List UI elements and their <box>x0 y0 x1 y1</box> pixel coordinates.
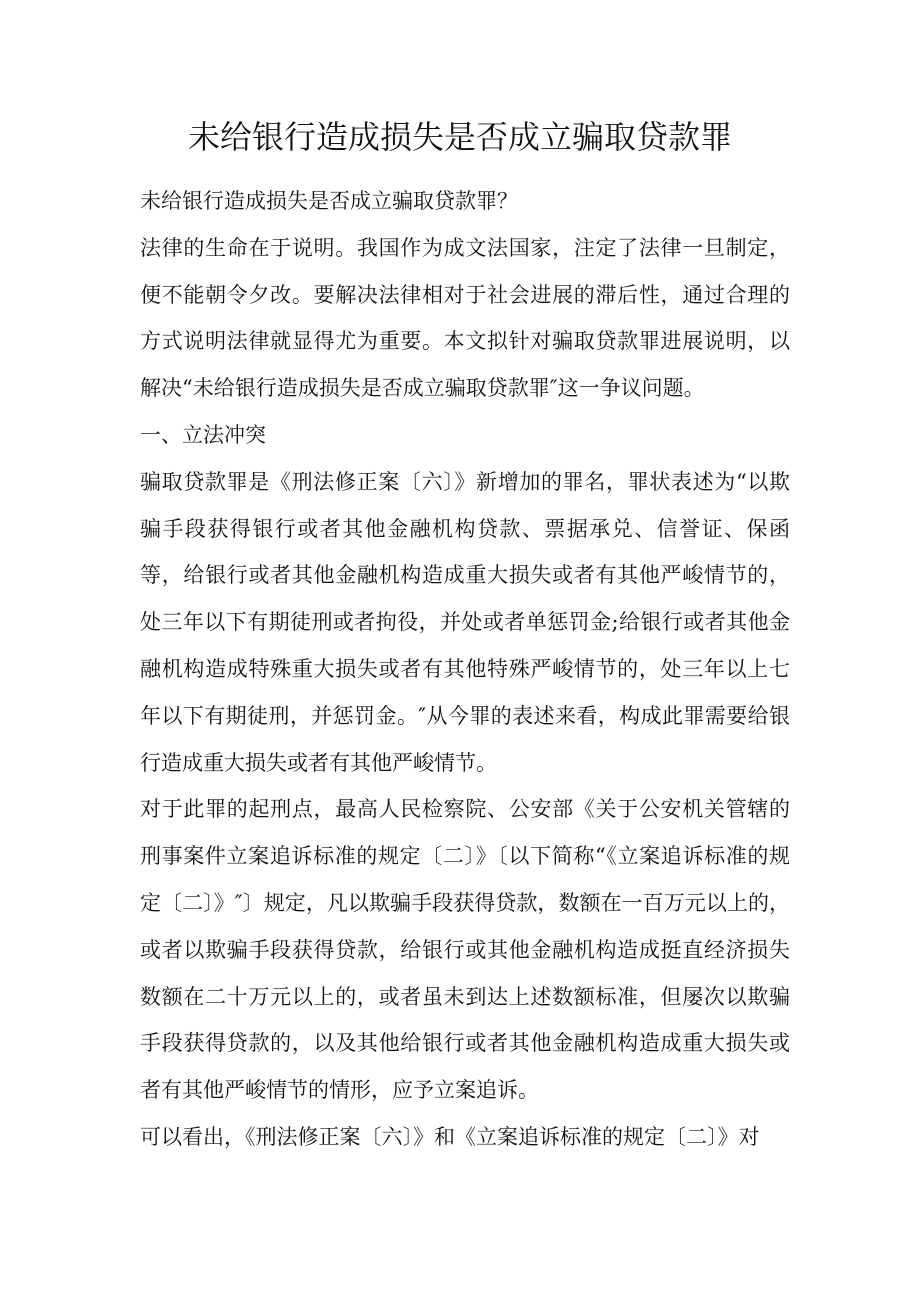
paragraph-comparison: 可以看出，《刑法修正案〔六〕》和《立案追诉标准的规定〔二〕》对 <box>140 1124 760 1149</box>
paragraph-intro: 法律的生命在于说明。我国作为成文法国家，注定了法律一旦制定，便不能朝令夕改。要解决法律相对于社会进展的滞后性，通过合理的方式说明法律就显得尤为重要。本文拟针对骗取贷款罪进展说明，以解决“未给银行造成损失是否成立骗取贷款罪″这一争议问题。 <box>140 235 790 401</box>
paragraph-prosecution-threshold: 对于此罪的起刑点，最高人民检察院、公安部《关于公安机关管辖的刑事案件立案追诉标准的规定〔二〕》〔以下简称“《立案追诉标准的规定〔二〕》″〕规定，凡以欺骗手段获得贷款，数额在一百万元以上的，或者以欺骗手段获得贷款，给银行或其他金融机构造成挺直经济损失数额在二十万元以上的，或者虽未到达上述数额标准，但屡次以欺骗手段获得贷款的，以及其他给银行或者其他金融机构造成重大损失或者有其他严峻情节的情形，应予立案追诉。 <box>140 797 790 1103</box>
paragraph-crime-definition: 骗取贷款罪是《刑法修正案〔六〕》新增加的罪名，罪状表述为“以欺骗手段获得银行或者其他金融机构贷款、票据承兑、信誉证、保函等，给银行或者其他金融机构造成重大损失或者有其他严峻情节的，处三年以下有期徒刑或者拘役，并处或者单惩罚金;给银行或者其他金融机构造成特殊重大损失或者有其他特殊严峻情节的，处三年以上七年以下有期徒刑，并惩罚金。″从今罪的表述来看，构成此罪需要给银行造成重大损失或者有其他严峻情节。 <box>140 469 790 775</box>
section-heading-legislative-conflict: 一、立法冲突 <box>140 422 266 447</box>
document-body <box>140 178 790 1161</box>
paragraph-question: 未给银行造成损失是否成立骗取贷款罪？ <box>140 189 518 213</box>
document-title: 未给银行造成损失是否成立骗取贷款罪 <box>187 118 732 156</box>
